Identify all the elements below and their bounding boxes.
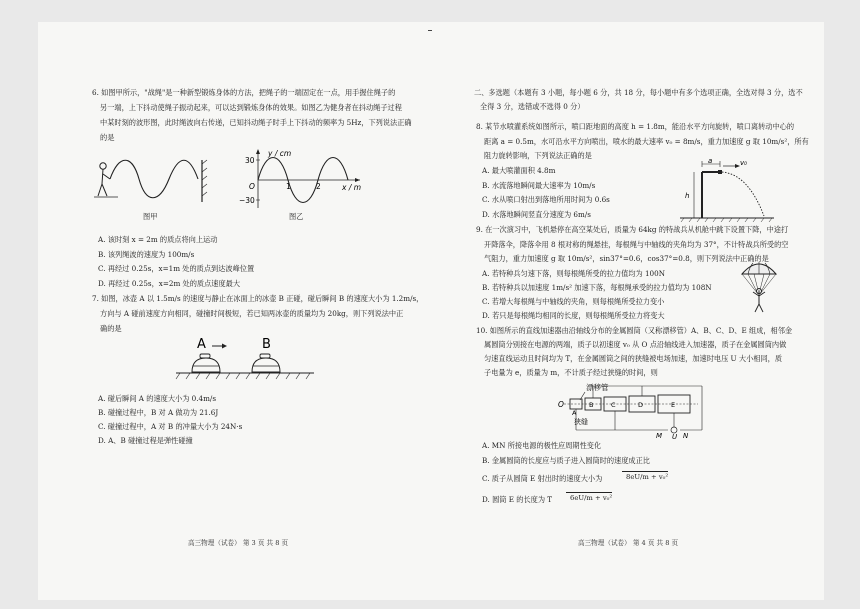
q9-option-d: D. 若只是每根绳均相同的长度，则每根绳所受拉力将变大	[482, 311, 665, 320]
q7-label-a: A	[197, 337, 206, 352]
q10-fig-tube-b: B	[589, 401, 594, 409]
q10-fig-m-label: M	[656, 432, 663, 440]
q7-option-d: D. A、B 碰撞过程是弹性碰撞	[98, 436, 193, 445]
q6-fig-b-origin: O	[249, 182, 255, 191]
q10-stem-line-4: 子电量为 e，质量为 m，不计质子经过狭缝的时间，则	[484, 368, 658, 377]
q6-figure-a-caption: 图甲	[143, 212, 158, 221]
top-mark	[428, 30, 432, 31]
section-heading-line-1: 二、多选题（本题有 3 小题，每小题 6 分，共 18 分，每小题中有多个选项正确，全选对得 3 分，选不	[474, 88, 803, 97]
q9-option-a: A. 若特种兵匀速下落，则每根绳所受的拉力值均为 100N	[482, 269, 665, 278]
q8-option-a: A. 最大喷灌面积 4.8m	[482, 166, 556, 175]
q6-option-c: C. 再经过 0.25s，x=1m 处的质点到达波峰位置	[98, 264, 255, 273]
q8-option-b: B. 水流落地瞬间最大速率为 10m/s	[482, 181, 596, 190]
q6-fig-b-x-label: x / m	[342, 183, 362, 192]
q10-fig-o-label: O	[558, 400, 564, 409]
q7-label-b: B	[262, 337, 271, 352]
q8-fig-h-label: h	[685, 192, 690, 200]
q10-fig-drift-label: 漂移管	[586, 383, 609, 392]
q10-fig-gap-label: 狭缝	[574, 418, 588, 426]
q7-option-a: A. 碰后瞬间 A 的速度大小为 0.4m/s	[98, 394, 217, 403]
q9-option-c: C. 若增大每根绳与中轴线的夹角，则每根绳所受拉力变小	[482, 297, 665, 306]
q6-option-d: D. 再经过 0.25s，x=2m 处的质点速度最大	[98, 279, 241, 288]
q7-figure	[170, 330, 320, 382]
q6-option-a: A. 该时刻 x = 2m 的质点将向上运动	[98, 235, 218, 244]
q6-figure-b	[236, 146, 368, 212]
q6-fig-b-x1: 1	[286, 182, 291, 191]
q10-option-c: C. 质子从圆筒 E 射出时的速度大小为	[482, 474, 603, 483]
left-page-footer: 高三物理（试卷） 第 3 页 共 8 页	[188, 539, 289, 547]
q6-fig-b-y-neg: −30	[239, 196, 255, 205]
q6-fig-b-x2: 2	[316, 182, 321, 191]
q10-fig-tube-d: D	[638, 401, 644, 409]
q9-option-b: B. 若特种兵以加速度 1m/s² 加速下落，每根绳承受的拉力值均为 108N	[482, 283, 712, 292]
q8-option-c: C. 水从喷口射出到落地所用时间为 0.6s	[482, 195, 610, 204]
q7-stem-line-2: 方向与 A 碰前速度方向相同，碰撞时间极短，若已知两冰壶的质量均为 20kg，则下列说法中正	[100, 309, 404, 318]
q10-fig-tube-e: E	[671, 401, 676, 409]
q10-accelerator-figure	[558, 380, 708, 440]
q6-stem-line-4: 的是	[100, 133, 115, 142]
q6-stem-line-2: 另一端，上下抖动使绳子振动起来，可以达到锻炼身体的效果。如图乙为健身者在抖动绳子过程	[100, 103, 402, 112]
section-heading-line-2: 全得 3 分，选错或不选得 0 分）	[480, 102, 585, 111]
q6-figure-b-caption: 图乙	[289, 212, 304, 221]
q7-option-b: B. 碰撞过程中，B 对 A 做功为 21.6J	[98, 408, 219, 417]
q6-option-b: B. 该列绳波的速度为 100m/s	[98, 250, 195, 259]
q9-stem-line-2: 开降落伞，降落伞用 8 根对称的绳悬挂，每根绳与中轴线的夹角均为 37°，不计特战兵所受的空	[484, 240, 789, 249]
q8-fig-a-label: a	[708, 158, 713, 165]
q8-stem-line-1: 8. 某节水喷灌系统如图所示，喷口距地面的高度 h = 1.8m，能沿水平方向旋转，喷口离转动中心的	[476, 122, 795, 131]
q9-parachute-figure	[738, 258, 780, 314]
q8-fig-v0-label: v₀	[740, 159, 747, 167]
q7-stem-line-1: 7. 如图，冰壶 A 以 1.5m/s 的速度与静止在冰面上的冰壶 B 正碰，碰后瞬间 B 的速度大小为 1.2m/s，	[92, 294, 424, 303]
q7-stem-line-3: 确的是	[100, 324, 122, 333]
q8-option-d: D. 水落地瞬间竖直分速度为 6m/s	[482, 210, 591, 219]
q8-figure	[676, 158, 776, 224]
q8-stem-line-2: 距离 a = 0.5m，水可沿水平方向喷出，喷水的最大速率 v₀ = 8m/s，重力加速度 g 取 10m/s²，所有	[484, 137, 809, 146]
q6-stem-line-3: 中某时刻的波形图，此时绳波向右传递，已知抖动绳子时手上下抖动的频率为 5Hz，下列说法正确	[100, 118, 412, 127]
q10-fig-u-label: U	[672, 433, 678, 440]
q8-stem-line-3: 阻力旋转影响，下列说法正确的是	[484, 151, 592, 160]
q10-fig-n-label: N	[683, 432, 689, 440]
q10-fig-tube-c: C	[611, 401, 616, 409]
q10-option-b: B. 金属圆筒的长度应与质子进入圆筒时的速度成正比	[482, 456, 650, 465]
q10-stem-line-3: 匀速直线运动且时间均为 T，在金属圆筒之间的狭缝被电场加速，加速时电压 U 大小相同，质	[484, 354, 783, 363]
right-page-footer: 高三物理（试卷） 第 4 页 共 8 页	[578, 539, 679, 547]
q10-stem-line-1: 10. 如图所示的直线加速器由沿轴线分布的金属圆筒（又称漂移管）A、B、C、D、E 组成，相邻金	[476, 326, 793, 335]
q10-option-d-formula: 6eU/m + v₀²	[566, 492, 612, 503]
q6-fig-b-y-label: y / cm	[268, 149, 292, 158]
q10-option-a: A. MN 所接电源的极性应周期性变化	[482, 441, 602, 450]
q6-figure-a	[94, 152, 216, 214]
q10-fig-tube-a: A	[572, 409, 577, 417]
q10-option-c-formula: 8eU/m + v₀²	[622, 471, 668, 482]
q10-stem-line-2: 属圆筒分别接在电源的两端，质子以初速度 v₀ 从 O 点沿轴线进入加速器，质子在金属圆筒内做	[484, 340, 787, 349]
q9-stem-line-3: 气阻力，重力加速度 g 取 10m/s²，sin37°=0.6，cos37°=0.8，则下列说法中正确的是	[484, 254, 769, 263]
q6-stem-line-1: 6. 如图甲所示，"战绳"是一种新型锻炼身体的方法，把绳子的一端固定在一点，用手握住绳子的	[92, 88, 396, 97]
q10-option-d: D. 圆筒 E 的长度为 T	[482, 495, 553, 504]
q6-fig-b-y-pos: 30	[245, 156, 255, 165]
q7-option-c: C. 碰撞过程中，A 对 B 的冲量大小为 24N·s	[98, 422, 243, 431]
q9-stem-line-1: 9. 在一次演习中，飞机悬停在高空某处后，质量为 64kg 的特战兵从机舱中跳下设置下降，中途打	[476, 225, 789, 234]
